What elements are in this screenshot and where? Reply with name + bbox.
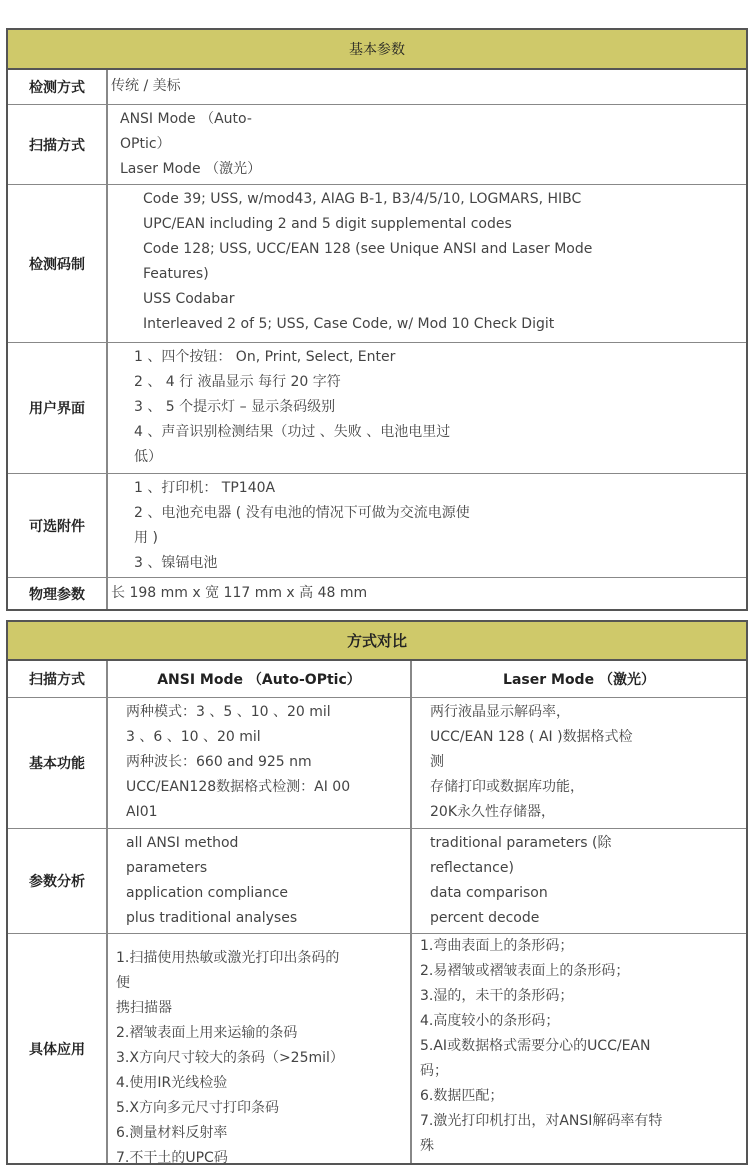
table-row <box>8 104 746 184</box>
value-line: 低） <box>134 449 162 465</box>
value-line: reflectance) <box>430 860 514 876</box>
value-line: 殊 <box>420 1138 434 1154</box>
value-line: 1.扫描使用热敏或激光打印出条码的 <box>116 950 340 966</box>
value-line: 4.使用IR光线检验 <box>116 1075 228 1091</box>
value-line: 测 <box>430 754 444 770</box>
row-label: 用户界面 <box>8 343 108 473</box>
value-line: 携扫描器 <box>116 1000 172 1016</box>
value-line: all ANSI method <box>126 835 239 851</box>
row-label: 检测码制 <box>8 185 108 342</box>
value-line: 4 、声音识别检测结果（功过 、失败 、电池电里过 <box>134 424 451 440</box>
row-value <box>108 70 746 104</box>
value-line: 3 、镍镉电池 <box>134 555 218 571</box>
value-line: 2 、电池充电器 ( 没有电池的情况下可做为交流电源使 <box>134 505 470 521</box>
laser-cell <box>412 698 746 828</box>
value-line: 4.高度较小的条形码； <box>420 1013 560 1029</box>
value-line: 7.不干土的UPC码 <box>116 1150 228 1163</box>
value-line: percent decode <box>430 910 540 926</box>
value-line: 1 、四个按钮： On, Print, Select, Enter <box>134 349 396 365</box>
value-line: 20K永久性存储器， <box>430 804 555 820</box>
value-line: 5.X方向多元尺寸打印条码 <box>116 1100 279 1116</box>
compare-header: 方式对比 <box>8 622 746 661</box>
value-line: OPtic） <box>120 136 171 152</box>
value-line: 两种波长：660 and 925 nm <box>126 754 312 770</box>
value-line: Interleaved 2 of 5; USS, Case Code, w/ Mod 10 Check Digit <box>143 316 555 332</box>
row-label: 扫描方式 <box>8 105 108 184</box>
value-line: Code 128; USS, UCC/EAN 128 (see Unique ANSI and Laser Mode <box>143 241 593 257</box>
value-line: 传统 / 美标 <box>111 78 181 94</box>
value-line: data comparison <box>430 885 548 901</box>
value-line: 2 、 4 行 液晶显示 每行 20 字符 <box>134 374 341 390</box>
table-row <box>8 184 746 342</box>
value-line: USS Codabar <box>143 291 235 307</box>
value-line: 用 ) <box>134 530 158 546</box>
value-line: 码； <box>420 1063 448 1079</box>
row-value <box>108 343 746 473</box>
value-line: 3.X方向尺寸较大的条码（>25mil） <box>116 1050 344 1066</box>
column-header-laser: Laser Mode （激光） <box>503 672 655 688</box>
table-row <box>8 342 746 473</box>
table-row <box>8 933 746 1163</box>
value-line: 便 <box>116 975 130 991</box>
ansi-cell <box>108 698 412 828</box>
value-line: 1 、打印机： TP140A <box>134 480 276 496</box>
row-label: 物理参数 <box>8 578 108 609</box>
value-line: plus traditional analyses <box>126 910 298 926</box>
row-value <box>108 105 746 184</box>
value-line: UCC/EAN128数据格式检测：AI 00 <box>126 779 351 795</box>
laser-cell <box>412 829 746 933</box>
value-line: 6.测量材料反射率 <box>116 1125 228 1141</box>
value-line: UPC/EAN including 2 and 5 digit supplemental codes <box>143 216 512 232</box>
value-line: UCC/EAN 128 ( AI )数据格式检 <box>430 729 633 745</box>
table-row <box>8 828 746 933</box>
value-line: application compliance <box>126 885 289 901</box>
value-line: AI01 <box>126 804 158 820</box>
value-line: 6.数据匹配； <box>420 1088 504 1104</box>
value-line: Features) <box>143 266 209 282</box>
value-line: 3.湿的，未干的条形码； <box>420 988 574 1004</box>
value-line: 2.易褶皱或褶皱表面上的条形码； <box>420 963 630 979</box>
ansi-cell <box>108 829 412 933</box>
row-label: 基本功能 <box>8 698 108 828</box>
value-line: 两种模式：3 、5 、10 、20 mil <box>126 704 331 720</box>
basic-params-header: 基本参数 <box>8 30 746 70</box>
value-line: 5.AI或数据格式需要分心的UCC/EAN <box>420 1038 651 1054</box>
table-row <box>8 697 746 828</box>
value-line: 存储打印或数据库功能， <box>430 779 584 795</box>
value-line: 3 、6 、10 、20 mil <box>126 729 261 745</box>
value-line: Code 39; USS, w/mod43, AIAG B-1, B3/4/5/10, LOGMARS, HIBC <box>143 191 582 207</box>
table-row <box>8 473 746 577</box>
row-label: 参数分析 <box>8 829 108 933</box>
row-label: 可选附件 <box>8 474 108 577</box>
value-line: parameters <box>126 860 208 876</box>
value-line: 1.弯曲表面上的条形码； <box>420 938 574 954</box>
ansi-cell <box>108 934 412 1163</box>
row-value <box>108 474 746 577</box>
value-line: ANSI Mode （Auto- <box>120 111 252 127</box>
value-line: traditional parameters (除 <box>430 835 612 851</box>
table-row <box>8 661 746 697</box>
row-value <box>108 578 746 609</box>
row-label: 具体应用 <box>8 934 108 1163</box>
value-line: 长 198 mm x 宽 117 mm x 高 48 mm <box>111 585 368 601</box>
basic-params-table <box>6 28 748 611</box>
value-line: Laser Mode （激光） <box>120 161 262 177</box>
row-value <box>108 185 746 342</box>
compare-table <box>6 620 748 1165</box>
column-label: 扫描方式 <box>8 661 108 697</box>
value-line: 2.褶皱表面上用来运输的条码 <box>116 1025 298 1041</box>
value-line: 3 、 5 个提示灯 – 显示条码级别 <box>134 399 336 415</box>
laser-cell <box>412 934 746 1163</box>
column-header-ansi: ANSI Mode （Auto-OPtic） <box>108 661 412 697</box>
row-label: 检测方式 <box>8 70 108 104</box>
table-row <box>8 70 746 104</box>
table-row <box>8 577 746 609</box>
value-line: 7.激光打印机打出，对ANSI解码率有特 <box>420 1113 663 1129</box>
value-line: 两行液晶显示解码率， <box>430 704 570 720</box>
